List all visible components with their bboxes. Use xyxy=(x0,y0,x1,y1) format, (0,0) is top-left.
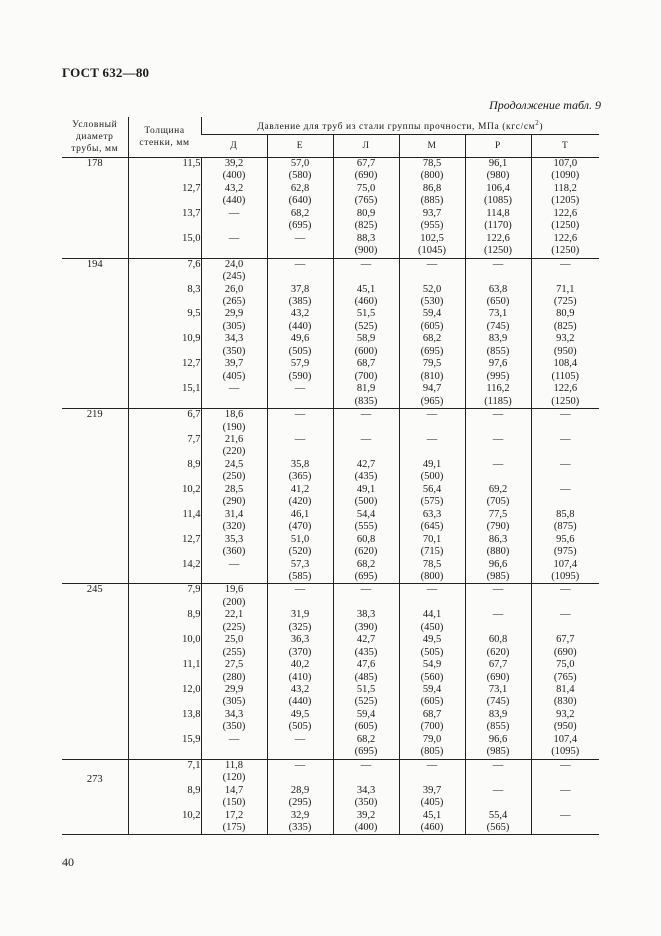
pressure-cell: — 71,1 (725) 80,9 (825) 93,2 (950) 108,4 (1105) 122,6 (1250) xyxy=(531,258,599,408)
diameter-cell: 219 xyxy=(62,409,128,584)
grade-header-2: Е xyxy=(267,135,333,158)
pressure-cell: — 34,3 (350) 39,2 (400) xyxy=(333,759,399,835)
diameter-cell: 273 xyxy=(62,759,128,835)
pressure-cell: — 37,8 (385) 43,2 (440) 49,6 (505) 57,9 (590) — xyxy=(267,258,333,408)
grade-header-5: Р xyxy=(465,135,531,158)
pressure-cell: 107,0 (1090) 118,2 (1205) 122,6 (1250) 122,6 (1250) xyxy=(531,158,599,259)
pressure-cell: — — 42,7 (435) 49,1 (500) 54,4 (555) 60,8 (620) 68,2 (695) xyxy=(333,409,399,584)
wall-thickness-cell: 6,7 7,7 8,9 10,2 11,4 12,7 14,2 xyxy=(128,409,201,584)
header-diameter xyxy=(62,117,128,158)
pressure-cell: 11,8 (120) 14,7 (150) 17,2 (175) xyxy=(201,759,267,835)
diameter-cell: 245 xyxy=(62,584,128,759)
wall-thickness-cell: 11,5 12,7 13,7 15,0 xyxy=(128,158,201,259)
pressure-cell: — — — — 85,8 (875) 95,6 (975) 107,4 (1095) xyxy=(531,409,599,584)
table-row xyxy=(62,158,599,259)
header-pressure-text: Давление для труб из стали группы прочности, МПа $(кгс/см^2)$ xyxy=(257,118,544,133)
pressure-cell: — — 67,7 (690) 75,0 (765) 81,4 (830) 93,2 (950) 107,4 (1095) xyxy=(531,584,599,759)
pressure-cell: — — 35,8 (365) 41,2 (420) 46,1 (470) 51,0 (520) 57,3 (585) xyxy=(267,409,333,584)
header-diameter-text: Условный диаметр трубы, мм xyxy=(71,120,119,154)
table-row xyxy=(62,584,599,759)
header-pressure xyxy=(201,117,599,135)
pressure-cell: — — 60,8 (620) 67,7 (690) 73,1 (745) 83,9 (855) 96,6 (985) xyxy=(465,584,531,759)
page-number: 40 xyxy=(62,855,74,869)
pressure-cell: — — 55,4 (565) xyxy=(465,759,531,835)
grade-header-4: М xyxy=(399,135,465,158)
pressure-cell: 57,0 (580) 62,8 (640) 68,2 (695) — xyxy=(267,158,333,259)
pressure-cell: — 31,9 (325) 36,3 (370) 40,2 (410) 43,2 (440) 49,5 (505) — xyxy=(267,584,333,759)
pressure-cell: — 39,7 (405) 45,1 (460) xyxy=(399,759,465,835)
diameter-cell: 178 xyxy=(62,158,128,259)
pressure-cell: 19,6 (200) 22,1 (225) 25,0 (255) 27,5 (280) 29,9 (305) 34,3 (350) — xyxy=(201,584,267,759)
grade-header-3: Л xyxy=(333,135,399,158)
pressure-cell: — — 49,1 (500) 56,4 (575) 63,3 (645) 70,1 (715) 78,5 (800) xyxy=(399,409,465,584)
pressure-cell: 96,1 (980) 106,4 (1085) 114,8 (1170) 122,6 (1250) xyxy=(465,158,531,259)
pressure-cell: — 38,3 (390) 42,7 (435) 47,6 (485) 51,5 (525) 59,4 (605) 68,2 (695) xyxy=(333,584,399,759)
header-wall-text: Толщина стенки, мм xyxy=(139,126,190,148)
wall-thickness-cell: 7,1 8,9 10,2 xyxy=(128,759,201,835)
table-continuation-caption: Продолжение табл. 9 xyxy=(489,98,601,112)
table-row xyxy=(62,409,599,584)
grade-header-1: Д xyxy=(201,135,267,158)
pressure-cell: — 28,9 (295) 32,9 (335) xyxy=(267,759,333,835)
pressure-cell: — 44,1 (450) 49,5 (505) 54,9 (560) 59,4 (605) 68,7 (700) 79,0 (805) xyxy=(399,584,465,759)
wall-thickness-cell: 7,6 8,3 9,5 10,9 12,7 15,1 xyxy=(128,258,201,408)
table-row xyxy=(62,759,599,835)
pressure-cell: 78,5 (800) 86,8 (885) 93,7 (955) 102,5 (1045) xyxy=(399,158,465,259)
pressure-cell: — — — xyxy=(531,759,599,835)
table-row xyxy=(62,258,599,408)
pressure-table xyxy=(62,117,599,835)
pressure-cell: — — — 69,2 (705) 77,5 (790) 86,3 (880) 96,6 (985) xyxy=(465,409,531,584)
pressure-cell: 18,6 (190) 21,6 (220) 24,5 (250) 28,5 (290) 31,4 (320) 35,3 (360) — xyxy=(201,409,267,584)
diameter-cell: 194 xyxy=(62,258,128,408)
pressure-cell: — 63,8 (650) 73,1 (745) 83,9 (855) 97,6 (995) 116,2 (1185) xyxy=(465,258,531,408)
pressure-cell: 39,2 (400) 43,2 (440) — — xyxy=(201,158,267,259)
header-wall-thickness xyxy=(128,117,201,158)
grade-header-6: Т xyxy=(531,135,599,158)
pressure-cell: — 52,0 (530) 59,4 (605) 68,2 (695) 79,5 (810) 94,7 (965) xyxy=(399,258,465,408)
pressure-cell: 24,0 (245) 26,0 (265) 29,9 (305) 34,3 (350) 39,7 (405) — xyxy=(201,258,267,408)
pressure-cell: — 45,1 (460) 51,5 (525) 58,9 (600) 68,7 (700) 81,9 (835) xyxy=(333,258,399,408)
pressure-cell: 67,7 (690) 75,0 (765) 80,9 (825) 88,3 (900) xyxy=(333,158,399,259)
document-code: ГОСТ 632—80 xyxy=(62,65,150,80)
wall-thickness-cell: 7,9 8,9 10,0 11,1 12,0 13,8 15,9 xyxy=(128,584,201,759)
